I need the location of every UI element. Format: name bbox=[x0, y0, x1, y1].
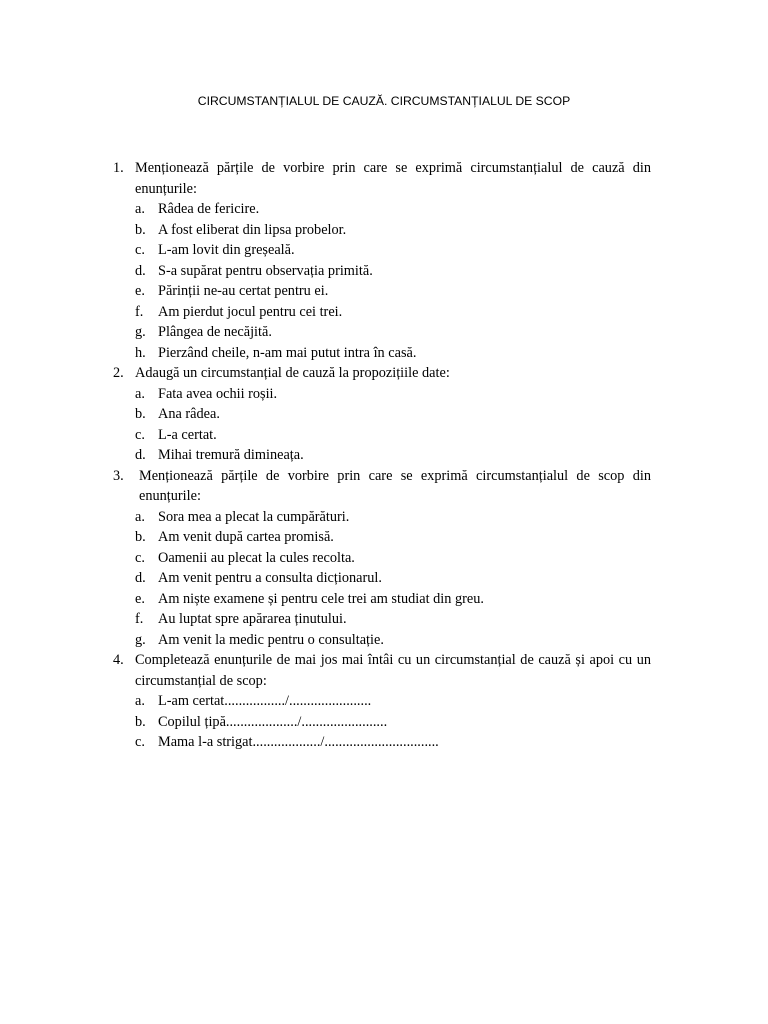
item-letter: a. bbox=[135, 385, 145, 402]
item-letter: d. bbox=[135, 447, 146, 463]
question-number: 2. bbox=[113, 365, 124, 381]
item-text: Fata avea ochii roșii. bbox=[158, 385, 278, 402]
item-text: Copilul țipă..................../........................ bbox=[158, 713, 388, 730]
question-number: 3. bbox=[113, 467, 124, 484]
item-text: Am pierdut jocul pentru cei trei. bbox=[158, 303, 343, 320]
question-2 bbox=[113, 363, 651, 466]
question-4 bbox=[113, 650, 651, 753]
item-text: Sora mea a plecat la cumpărături. bbox=[158, 508, 350, 525]
item-text: Am venit la medic pentru o consultație. bbox=[158, 631, 384, 648]
list-item bbox=[113, 691, 651, 712]
list-item bbox=[113, 302, 651, 323]
question-4-items bbox=[113, 691, 651, 753]
list-item bbox=[113, 609, 651, 630]
item-letter: b. bbox=[135, 529, 146, 545]
item-text: L-am certat................./....................... bbox=[158, 693, 372, 709]
question-text: Completează enunțurile de mai jos mai întâi cu un circumstanțial de cauză și apoi cu un circumstanțial de scop: bbox=[135, 652, 651, 689]
list-item bbox=[113, 343, 651, 364]
item-letter: c. bbox=[135, 426, 145, 443]
item-letter: b. bbox=[135, 221, 146, 238]
item-text: Plângea de necăjită. bbox=[158, 324, 272, 340]
item-letter: g. bbox=[135, 631, 146, 648]
item-letter: f. bbox=[135, 303, 144, 320]
list-item bbox=[113, 548, 651, 569]
question-text: Menționează părțile de vorbire prin care se exprimă circumstanțialul de scop din enunțurile: bbox=[139, 467, 651, 504]
item-letter: f. bbox=[135, 611, 144, 627]
item-letter: a. bbox=[135, 201, 145, 217]
question-1 bbox=[113, 158, 651, 363]
list-item bbox=[113, 630, 651, 651]
question-1-items bbox=[113, 199, 651, 363]
page-title: CIRCUMSTANȚIALUL DE CAUZĂ. CIRCUMSTANȚIALUL DE SCOP bbox=[197, 94, 571, 108]
exercise-list bbox=[113, 158, 651, 753]
item-letter: d. bbox=[135, 570, 146, 586]
item-text: Râdea de fericire. bbox=[158, 201, 260, 217]
item-text: Părinții ne-au certat pentru ei. bbox=[158, 283, 329, 299]
item-text: A fost eliberat din lipsa probelor. bbox=[158, 221, 347, 238]
item-letter: c. bbox=[135, 734, 145, 750]
list-item bbox=[113, 281, 651, 302]
item-letter: a. bbox=[135, 508, 145, 525]
list-item bbox=[113, 240, 651, 261]
question-number: 4. bbox=[113, 652, 124, 668]
item-text: L-a certat. bbox=[158, 426, 217, 443]
list-item bbox=[113, 322, 651, 343]
question-3 bbox=[113, 466, 651, 651]
item-text: L-am lovit din greșeală. bbox=[158, 242, 295, 258]
item-text: Am venit după cartea promisă. bbox=[158, 529, 334, 545]
item-text: Ana râdea. bbox=[158, 406, 220, 422]
question-number: 1. bbox=[113, 160, 124, 176]
question-text: Adaugă un circumstanțial de cauză la propozițiile date: bbox=[135, 365, 450, 381]
item-letter: e. bbox=[135, 590, 145, 607]
item-text: Mama l-a strigat.................../................................ bbox=[158, 734, 439, 750]
item-letter: b. bbox=[135, 713, 146, 730]
item-letter: c. bbox=[135, 549, 145, 566]
list-item bbox=[113, 425, 651, 446]
list-item bbox=[113, 445, 651, 466]
list-item bbox=[113, 199, 651, 220]
list-item bbox=[113, 568, 651, 589]
item-text: Au luptat spre apărarea ținutului. bbox=[158, 611, 347, 627]
item-letter: g. bbox=[135, 324, 146, 340]
item-text: Oamenii au plecat la cules recolta. bbox=[158, 549, 355, 566]
list-item bbox=[113, 507, 651, 528]
item-letter: c. bbox=[135, 242, 145, 258]
question-text: Menționează părțile de vorbire prin care se exprimă circumstanțialul de cauză din enunțurile: bbox=[135, 160, 651, 197]
question-2-items bbox=[113, 384, 651, 466]
list-item bbox=[113, 404, 651, 425]
item-text: S-a supărat pentru observația primită. bbox=[158, 262, 373, 279]
list-item bbox=[113, 384, 651, 405]
item-letter: h. bbox=[135, 344, 146, 361]
list-item bbox=[113, 527, 651, 548]
item-letter: d. bbox=[135, 262, 146, 279]
list-item bbox=[113, 732, 651, 753]
list-item bbox=[113, 589, 651, 610]
item-text: Mihai tremură dimineața. bbox=[158, 447, 304, 463]
question-3-items bbox=[113, 507, 651, 651]
item-text: Pierzând cheile, n-am mai putut intra în casă. bbox=[158, 344, 417, 361]
item-letter: b. bbox=[135, 406, 146, 422]
list-item bbox=[113, 261, 651, 282]
item-text: Am venit pentru a consulta dicționarul. bbox=[158, 570, 382, 586]
list-item bbox=[113, 712, 651, 733]
list-item bbox=[113, 220, 651, 241]
item-letter: a. bbox=[135, 693, 145, 709]
item-text: Am niște examene și pentru cele trei am studiat din greu. bbox=[158, 590, 484, 607]
item-letter: e. bbox=[135, 283, 145, 299]
